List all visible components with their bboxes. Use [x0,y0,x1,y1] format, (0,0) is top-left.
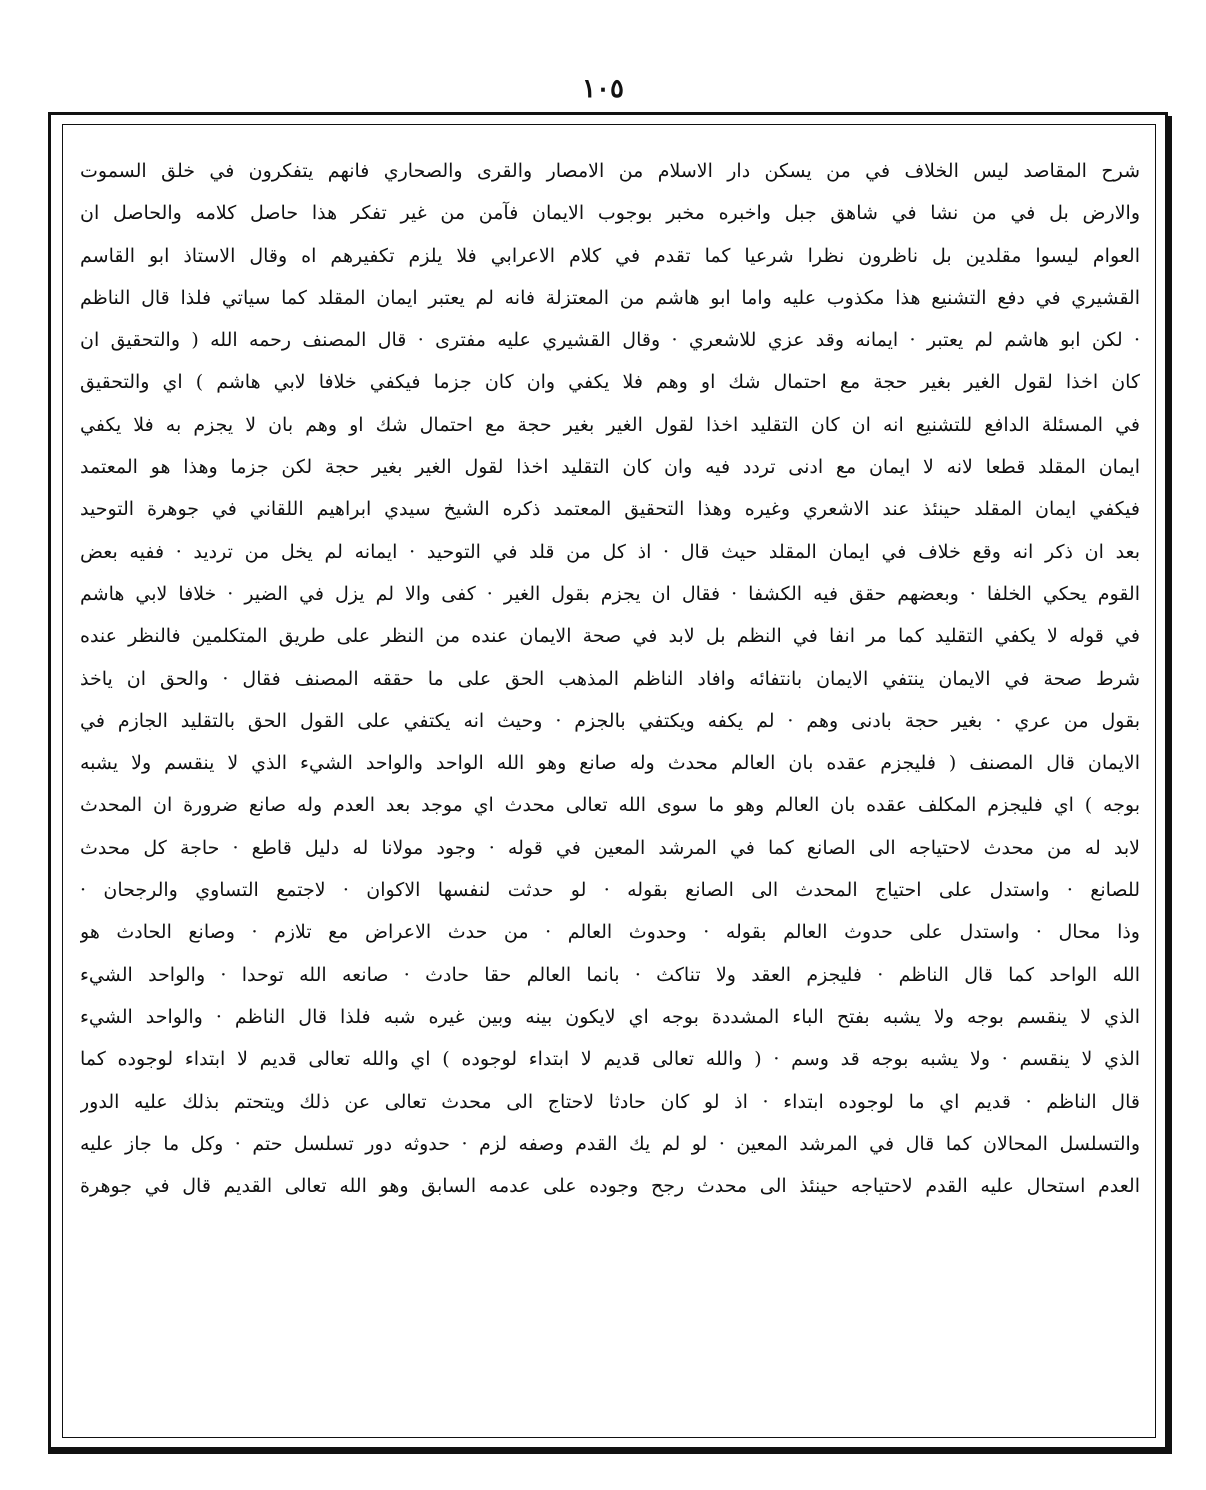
text-line: شرح المقاصد ليس الخلاف في من يسكن دار الاسلام من الامصار والقرى والصحاري فانهم يتفكرون في خلق السموت [80,160,1140,182]
text-line: بوجه ) اي فليجزم المكلف عقده بان العالم وهو ما سوى الله تعالى محدث اي موجد بعد العدم وله صانع ضرورة ان المحدث [80,794,1140,817]
text-line: كان اخذا لقول الغير بغير حجة مع احتمال شك او وهم فلا يكفي وان كان جزما فيكفي خلافا لابي هاشم ) اي والتحقيق [80,371,1140,394]
text-line: والارض بل في من نشا في شاهق جبل واخبره مخبر بوجوب الايمان فآمن من غير تفكر هذا حاصل كلامه والحاصل ان [80,202,1140,225]
text-line: الذي لا ينقسم بوجه ولا يشبه بفتح الباء المشددة بوجه اي لايكون بينه وبين غيره شبه فلذا قال الناظم · والواحد الشيء [80,1005,1140,1028]
page-number: ١٠٥ [582,74,624,104]
text-line: · لكن ابو هاشم لم يعتبر · ايمانه وقد عزي للاشعري · وقال القشيري عليه مفترى · قال المصنف رحمه الله ( والتحقيق ان [80,329,1140,352]
text-line: ايمان المقلد قطعا لانه لا ايمان مع ادنى تردد فيه وان كان التقليد اخذا لقول الغير بغير حجة لكن جزما وهذا هو المعتمد [80,456,1140,479]
text-line: العدم استحال عليه القدم لاحتياجه حينئذ الى محدث رجح وجوده على عدمه السابق وهو الله تعالى القديم قال في جوهرة [80,1175,1140,1198]
text-line: في المسئلة الدافع للتشنيع انه ان كان التقليد اخذا لقول الغير بغير حجة مع احتمال شك او وهم بان لا يجزم به فلا يكفي [80,413,1140,436]
text-line: العوام ليسوا مقلدين بل ناظرون نظرا شرعيا كما تقدم في كلام الاعرابي فلا يلزم تكفيرهم اه وقال الاستاذ ابو القاسم [80,244,1140,267]
text-line: بقول من عري · بغير حجة بادنى وهم · لم يكفه ويكتفي بالجزم · وحيث انه يكتفي على القول الحق بالتقليد الجازم في [80,709,1140,732]
text-line: وذا محال · واستدل على حدوث العالم بقوله · وحدوث العالم · من حدث الاعراض مع تلازم · وصانع الحادث هو [80,921,1140,944]
text-line: قال الناظم · قديم اي ما لوجوده ابتداء · اذ لو كان حادثا لاحتاج الى محدث تعالى عن ذلك ويتحتم بذلك عليه الدور [80,1090,1140,1113]
text-line: الايمان قال المصنف ( فليجزم عقده بان العالم محدث وله صانع وهو الله الواحد والواحد الشيء الذي لا ينقسم ولا يشبه [80,752,1140,775]
text-line: القشيري في دفع التشنيع هذا مكذوب عليه واما ابو هاشم من المعتزلة فانه لم يعتبر ايمان المقلد كما سياتي فلذا قال الناظم [80,286,1140,309]
body-text [80,150,1140,1440]
text-line: في قوله لا يكفي التقليد كما مر انفا في النظم بل لابد في صحة الايمان عنده من النظر على طريق المتكلمين فالنظر عنده [80,625,1140,648]
text-line: والتسلسل المحالان كما قال في المرشد المعين · لو لم يك القدم وصفه لزم · حدوثه دور تسلسل حتم · وكل ما جاز عليه [80,1132,1140,1155]
text-line: لابد له من محدث لاحتياجه الى الصانع كما في المرشد المعين في قوله · وجود مولانا له دليل قاطع · حاجة كل محدث [80,836,1140,859]
page-border-shadow-bottom [48,1450,1172,1454]
text-line: الله الواحد كما قال الناظم · فليجزم العقد ولا تناكث · بانما العالم حقا حادث · صانعه الله توحدا · والواحد الشيء [80,963,1140,986]
text-line: شرط صحة في الايمان ينتفي الايمان بانتفائه وافاد الناظم المذهب الحق على ما حققه المصنف فقال · والحق ان ياخذ [80,667,1140,690]
text-line: فيكفي ايمان المقلد حينئذ عند الاشعري وغيره وهذا التحقيق المعتمد ذكره الشيخ سيدي ابراهيم اللقاني في جوهرة التوحيد [80,498,1140,521]
page-border-shadow-right [1168,116,1172,1454]
text-line: بعد ان ذكر انه وقع خلاف في ايمان المقلد حيث قال · اذ كل من قلد في التوحيد · ايمانه لم يخل من ترديد · ففيه بعض [80,540,1140,563]
text-line: للصانع · واستدل على احتياج المحدث الى الصانع بقوله · لو حدثت لنفسها الاكوان · لاجتمع التساوي والرجحان · [80,879,1140,902]
text-line: الذي لا ينقسم · ولا يشبه بوجه قد وسم · ( والله تعالى قديم لا ابتداء لوجوده ) اي والله تعالى قديم لا ابتداء لوجوده كما [80,1048,1140,1071]
text-line: القوم يحكي الخلفا · وبعضهم حقق فيه الكشفا · فقال ان يجزم بقول الغير · كفى والا لم يزل في الضير · خلافا لابي هاشم [80,582,1140,605]
